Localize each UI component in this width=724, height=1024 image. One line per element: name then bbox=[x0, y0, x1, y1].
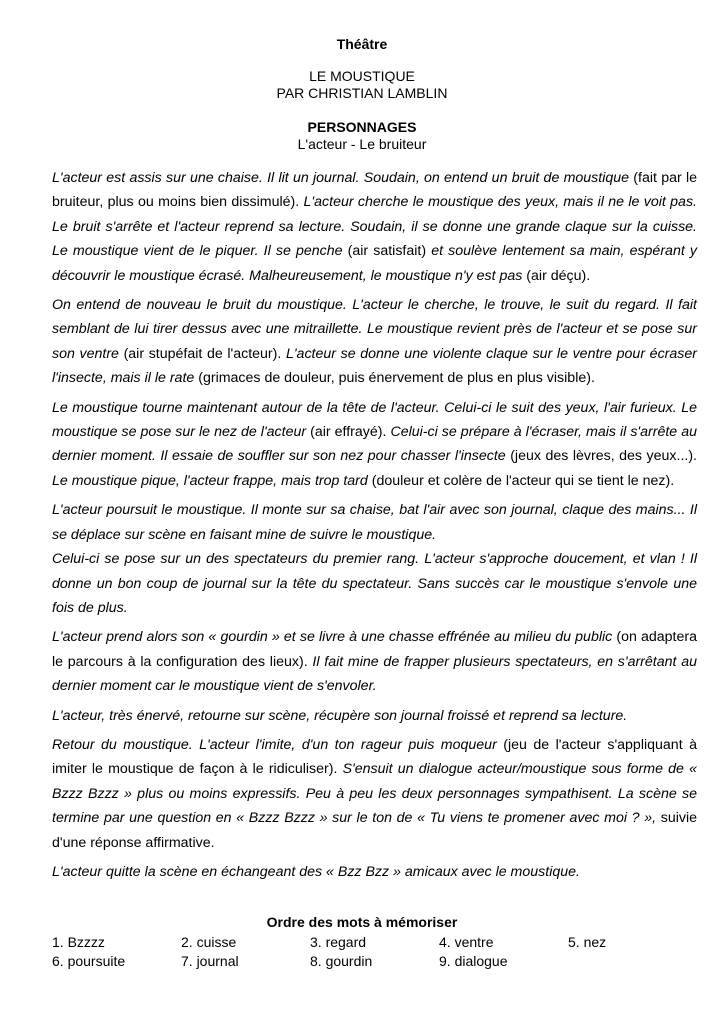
stage-direction-text: S'ensuit un dialogue acteur/moustique sous forme de « Bzzz Bzzz » plus ou moins expressifs. Peu à peu les deux personnages sympathisent. La scène se termine par une question en « Bzzz Bzzz » sur le ton de « Tu viens te promener avec moi ? », bbox=[52, 761, 697, 827]
stage-direction-text: On entend de nouveau le bruit du moustique. L'acteur le cherche, le trouve, le suit du regard. Il fait semblant de lui tirer dessus avec une mitraillette. Le moustique revient près de l'acteur et se pose sur son ventre bbox=[52, 297, 697, 362]
stage-direction-text: Le moustique pique, l'acteur frappe, mais trop tard bbox=[52, 472, 368, 489]
word-item: 9. dialogue bbox=[439, 953, 508, 969]
paragraph-4 bbox=[52, 498, 697, 547]
paragraph-8 bbox=[52, 733, 697, 855]
stage-direction-text: L'acteur cherche le moustique des yeux, mais il ne le voit pas. Le bruit s'arrête et l'acteur reprend sa lecture. Soudain, il se donne une grande claque sur la cuisse. Le moustique vient de le piquer. Il se penche bbox=[52, 194, 697, 260]
paragraph-2 bbox=[52, 293, 697, 391]
play-title: LE MOUSTIQUE bbox=[309, 68, 415, 84]
parenthetical-text: (air stupéfait de l'acteur). bbox=[118, 345, 286, 362]
stage-direction-text: Le moustique tourne maintenant autour de la tête de l'acteur. Celui-ci le suit des yeux, l'air furieux. Le moustique se pose sur le nez de l'acteur bbox=[52, 399, 697, 441]
stage-direction-text: et soulève lentement sa main, espérant y découvrir le moustique écrasé. Malheureusement, le moustique n'y est pas bbox=[52, 243, 697, 284]
parenthetical-text: (air effrayé). bbox=[306, 424, 391, 441]
words-row bbox=[52, 952, 697, 971]
characters-list: L'acteur - Le bruiteur bbox=[297, 136, 427, 152]
paragraph-3 bbox=[52, 396, 697, 494]
paragraph-9 bbox=[52, 860, 697, 884]
word-item: 8. gourdin bbox=[310, 953, 373, 969]
word-item: 6. poursuite bbox=[52, 953, 126, 969]
stage-direction-text: L'acteur poursuit le moustique. Il monte sur sa chaise, bat l'air avec son journal, claque des mains... Il se déplace sur scène en faisant mine de suivre le moustique. bbox=[52, 502, 697, 543]
words-list bbox=[52, 933, 697, 971]
parenthetical-text: (jeux des lèvres, des yeux...). bbox=[505, 448, 697, 465]
parenthetical-text: (jeu de l'acteur s'appliquant à imiter le moustique de façon à le ridiculiser). bbox=[52, 736, 697, 778]
paragraph-6 bbox=[52, 625, 697, 698]
category-label: Théâtre bbox=[336, 36, 388, 52]
stage-direction-text: L'acteur est assis sur une chaise. Il lit un journal. Soudain, on entend un bruit de moustique bbox=[52, 170, 630, 186]
parenthetical-text: (on adaptera le parcours à la configuration des lieux). bbox=[52, 629, 697, 670]
word-item: 7. journal bbox=[181, 953, 239, 969]
characters-heading: PERSONNAGES bbox=[307, 119, 417, 135]
word-item: 2. cuisse bbox=[181, 934, 237, 950]
stage-direction-text: L'acteur quitte la scène en échangeant des « Bzz Bzz » amicaux avec le moustique. bbox=[52, 863, 580, 880]
stage-directions bbox=[52, 166, 697, 889]
parenthetical-text: (grimaces de douleur, puis énervement de plus en plus visible). bbox=[194, 370, 595, 387]
word-item: 4. ventre bbox=[439, 934, 494, 950]
stage-direction-text: L'acteur, très énervé, retourne sur scène, récupère son journal froissé et reprend sa lecture. bbox=[52, 707, 628, 724]
word-item: 1. Bzzzz bbox=[52, 934, 105, 950]
stage-direction-text: L'acteur se donne une violente claque sur le ventre pour écraser l'insecte, mais il le rate bbox=[52, 345, 697, 387]
paragraph-7 bbox=[52, 704, 697, 728]
stage-direction-text: Retour du moustique. L'acteur l'imite, d'un ton rageur puis moqueur bbox=[52, 736, 497, 753]
parenthetical-text: (air satisfait) bbox=[342, 243, 432, 260]
parenthetical-text: (douleur et colère de l'acteur qui se tient le nez). bbox=[367, 472, 675, 489]
parenthetical-text: suivie d'une réponse affirmative. bbox=[52, 810, 698, 851]
words-row bbox=[52, 933, 697, 952]
words-heading: Ordre des mots à mémoriser bbox=[266, 914, 458, 930]
word-item: 5. nez bbox=[568, 934, 607, 950]
stage-direction-text: Celui-ci se pose sur un des spectateurs du premier rang. L'acteur s'approche doucement, et vlan ! Il donne un bon coup de journal sur la tête du spectateur. Sans succès car le moustique s'envole une fois de plus. bbox=[52, 551, 697, 616]
stage-direction-text: Celui-ci se prépare à l'écraser, mais il s'arrête au dernier moment. Il essaie de souffler sur son nez pour chasser l'insecte bbox=[52, 424, 697, 465]
author-line: PAR CHRISTIAN LAMBLIN bbox=[276, 85, 448, 101]
parenthetical-text: (air déçu). bbox=[522, 267, 591, 284]
stage-direction-text: L'acteur prend alors son « gourdin » et se livre à une chasse effrénée au milieu du public bbox=[52, 629, 613, 646]
parenthetical-text: (fait par le bruiteur, plus ou moins bien dissimulé). bbox=[52, 170, 697, 211]
stage-direction-text: Il fait mine de frapper plusieurs spectateurs, en s'arrêtant au dernier moment car le moustique vient de s'envoler. bbox=[52, 653, 697, 695]
paragraph-5 bbox=[52, 547, 697, 620]
word-item: 3. regard bbox=[310, 934, 367, 950]
paragraph-1 bbox=[52, 166, 697, 288]
